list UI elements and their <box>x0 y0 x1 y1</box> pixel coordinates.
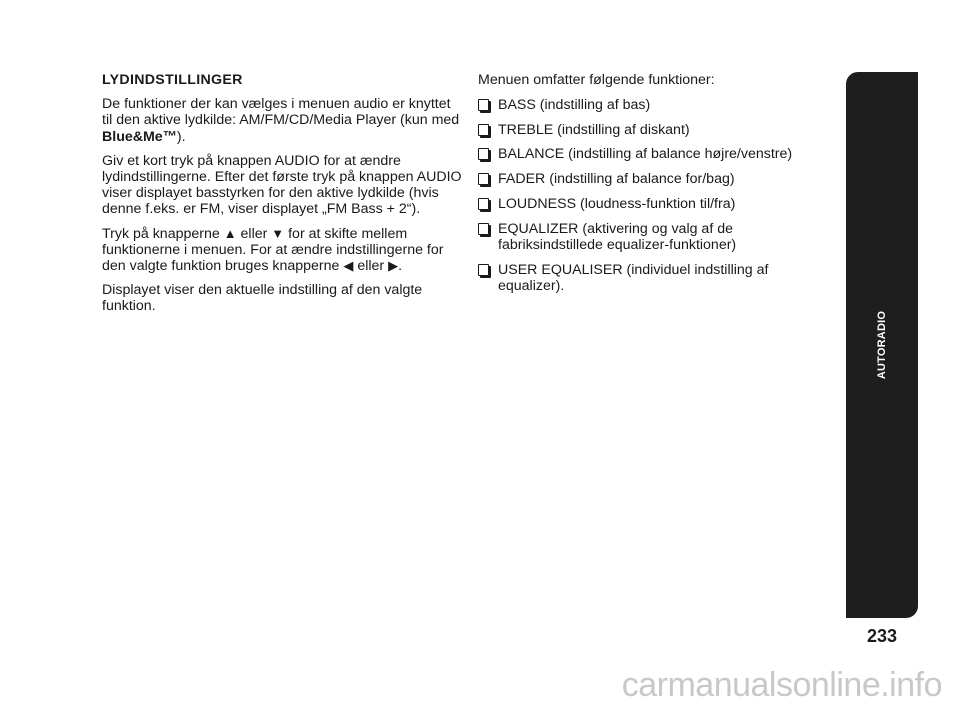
checkbox-bullet-icon <box>478 99 489 111</box>
chapter-tab-label: AUTORADIO <box>876 310 888 380</box>
list-item-text: BALANCE (indstilling af balance højre/venstre) <box>498 146 793 163</box>
list-item <box>478 262 838 294</box>
checkbox-bullet-icon <box>478 173 489 185</box>
paragraph-intro-text: De funktioner der kan vælges i menuen audio er knyttet til den aktive lydkilde: AM/FM/CD/Media Player (kun med <box>102 96 460 129</box>
list-item-text: BASS (indstilling af bas) <box>498 96 651 113</box>
section-heading: LYDINDSTILLINGER <box>102 72 243 88</box>
nav-text-d: eller <box>353 258 389 275</box>
checkbox-bullet-icon <box>478 223 489 235</box>
list-item-text: EQUALIZER (aktivering og valg af de fabriksindstillede equalizer-funktioner) <box>498 220 737 253</box>
list-item <box>478 122 838 138</box>
list-item-text: LOUDNESS (loudness-funktion til/fra) <box>498 195 736 212</box>
list-item <box>478 146 838 162</box>
arrow-down-icon: ▼ <box>271 225 285 241</box>
checkbox-bullet-icon <box>478 264 489 276</box>
paragraph-intro <box>102 96 462 145</box>
list-item <box>478 171 838 187</box>
nav-text-e: . <box>398 258 403 275</box>
arrow-up-icon: ▲ <box>223 225 237 241</box>
nav-text-a: Tryk på knapperne <box>102 225 224 242</box>
paragraph-display: Displayet viser den aktuelle indstilling af den valgte funktion. <box>102 282 423 315</box>
function-list <box>478 97 838 294</box>
chapter-tab-label-wrap <box>846 72 918 618</box>
blueme-brand: Blue&Me™ <box>102 128 177 145</box>
list-item-text: FADER (indstilling af balance for/bag) <box>498 171 735 188</box>
paragraph-intro-end: ). <box>176 128 186 145</box>
paragraph-audio-button: Giv et kort tryk på knappen AUDIO for at ændre lydindstillingerne. Efter det første tryk på knappen AUDIO viser displayet basstyrken for den aktive lydkilde (hvis denne f.eks. er FM, viser displayet „FM Bass + 2“). <box>102 152 462 218</box>
menu-intro: Menuen omfatter følgende funktioner: <box>478 72 715 88</box>
nav-text-b: eller <box>236 225 272 242</box>
list-item-text: TREBLE (indstilling af diskant) <box>498 121 690 138</box>
arrow-right-icon: ▶ <box>388 258 399 274</box>
left-column <box>102 72 462 323</box>
checkbox-bullet-icon <box>478 198 489 210</box>
arrow-left-icon: ◀ <box>343 258 354 274</box>
checkbox-bullet-icon <box>478 124 489 136</box>
paragraph-navigation <box>102 226 462 275</box>
list-item <box>478 221 838 253</box>
watermark: carmanualsonline.info <box>621 666 942 704</box>
chapter-tab <box>846 72 918 618</box>
list-item <box>478 97 838 113</box>
right-column <box>478 72 838 303</box>
checkbox-bullet-icon <box>478 148 489 160</box>
list-item-text: USER EQUALISER (individuel indstilling af equalizer). <box>498 261 769 294</box>
list-item <box>478 196 838 212</box>
nav-text-c: for at skifte mellem funktionerne i menuen. For at ændre indstillingerne for den valgte funktion bruges knapperne <box>102 225 444 275</box>
page-number: 233 <box>866 626 898 646</box>
